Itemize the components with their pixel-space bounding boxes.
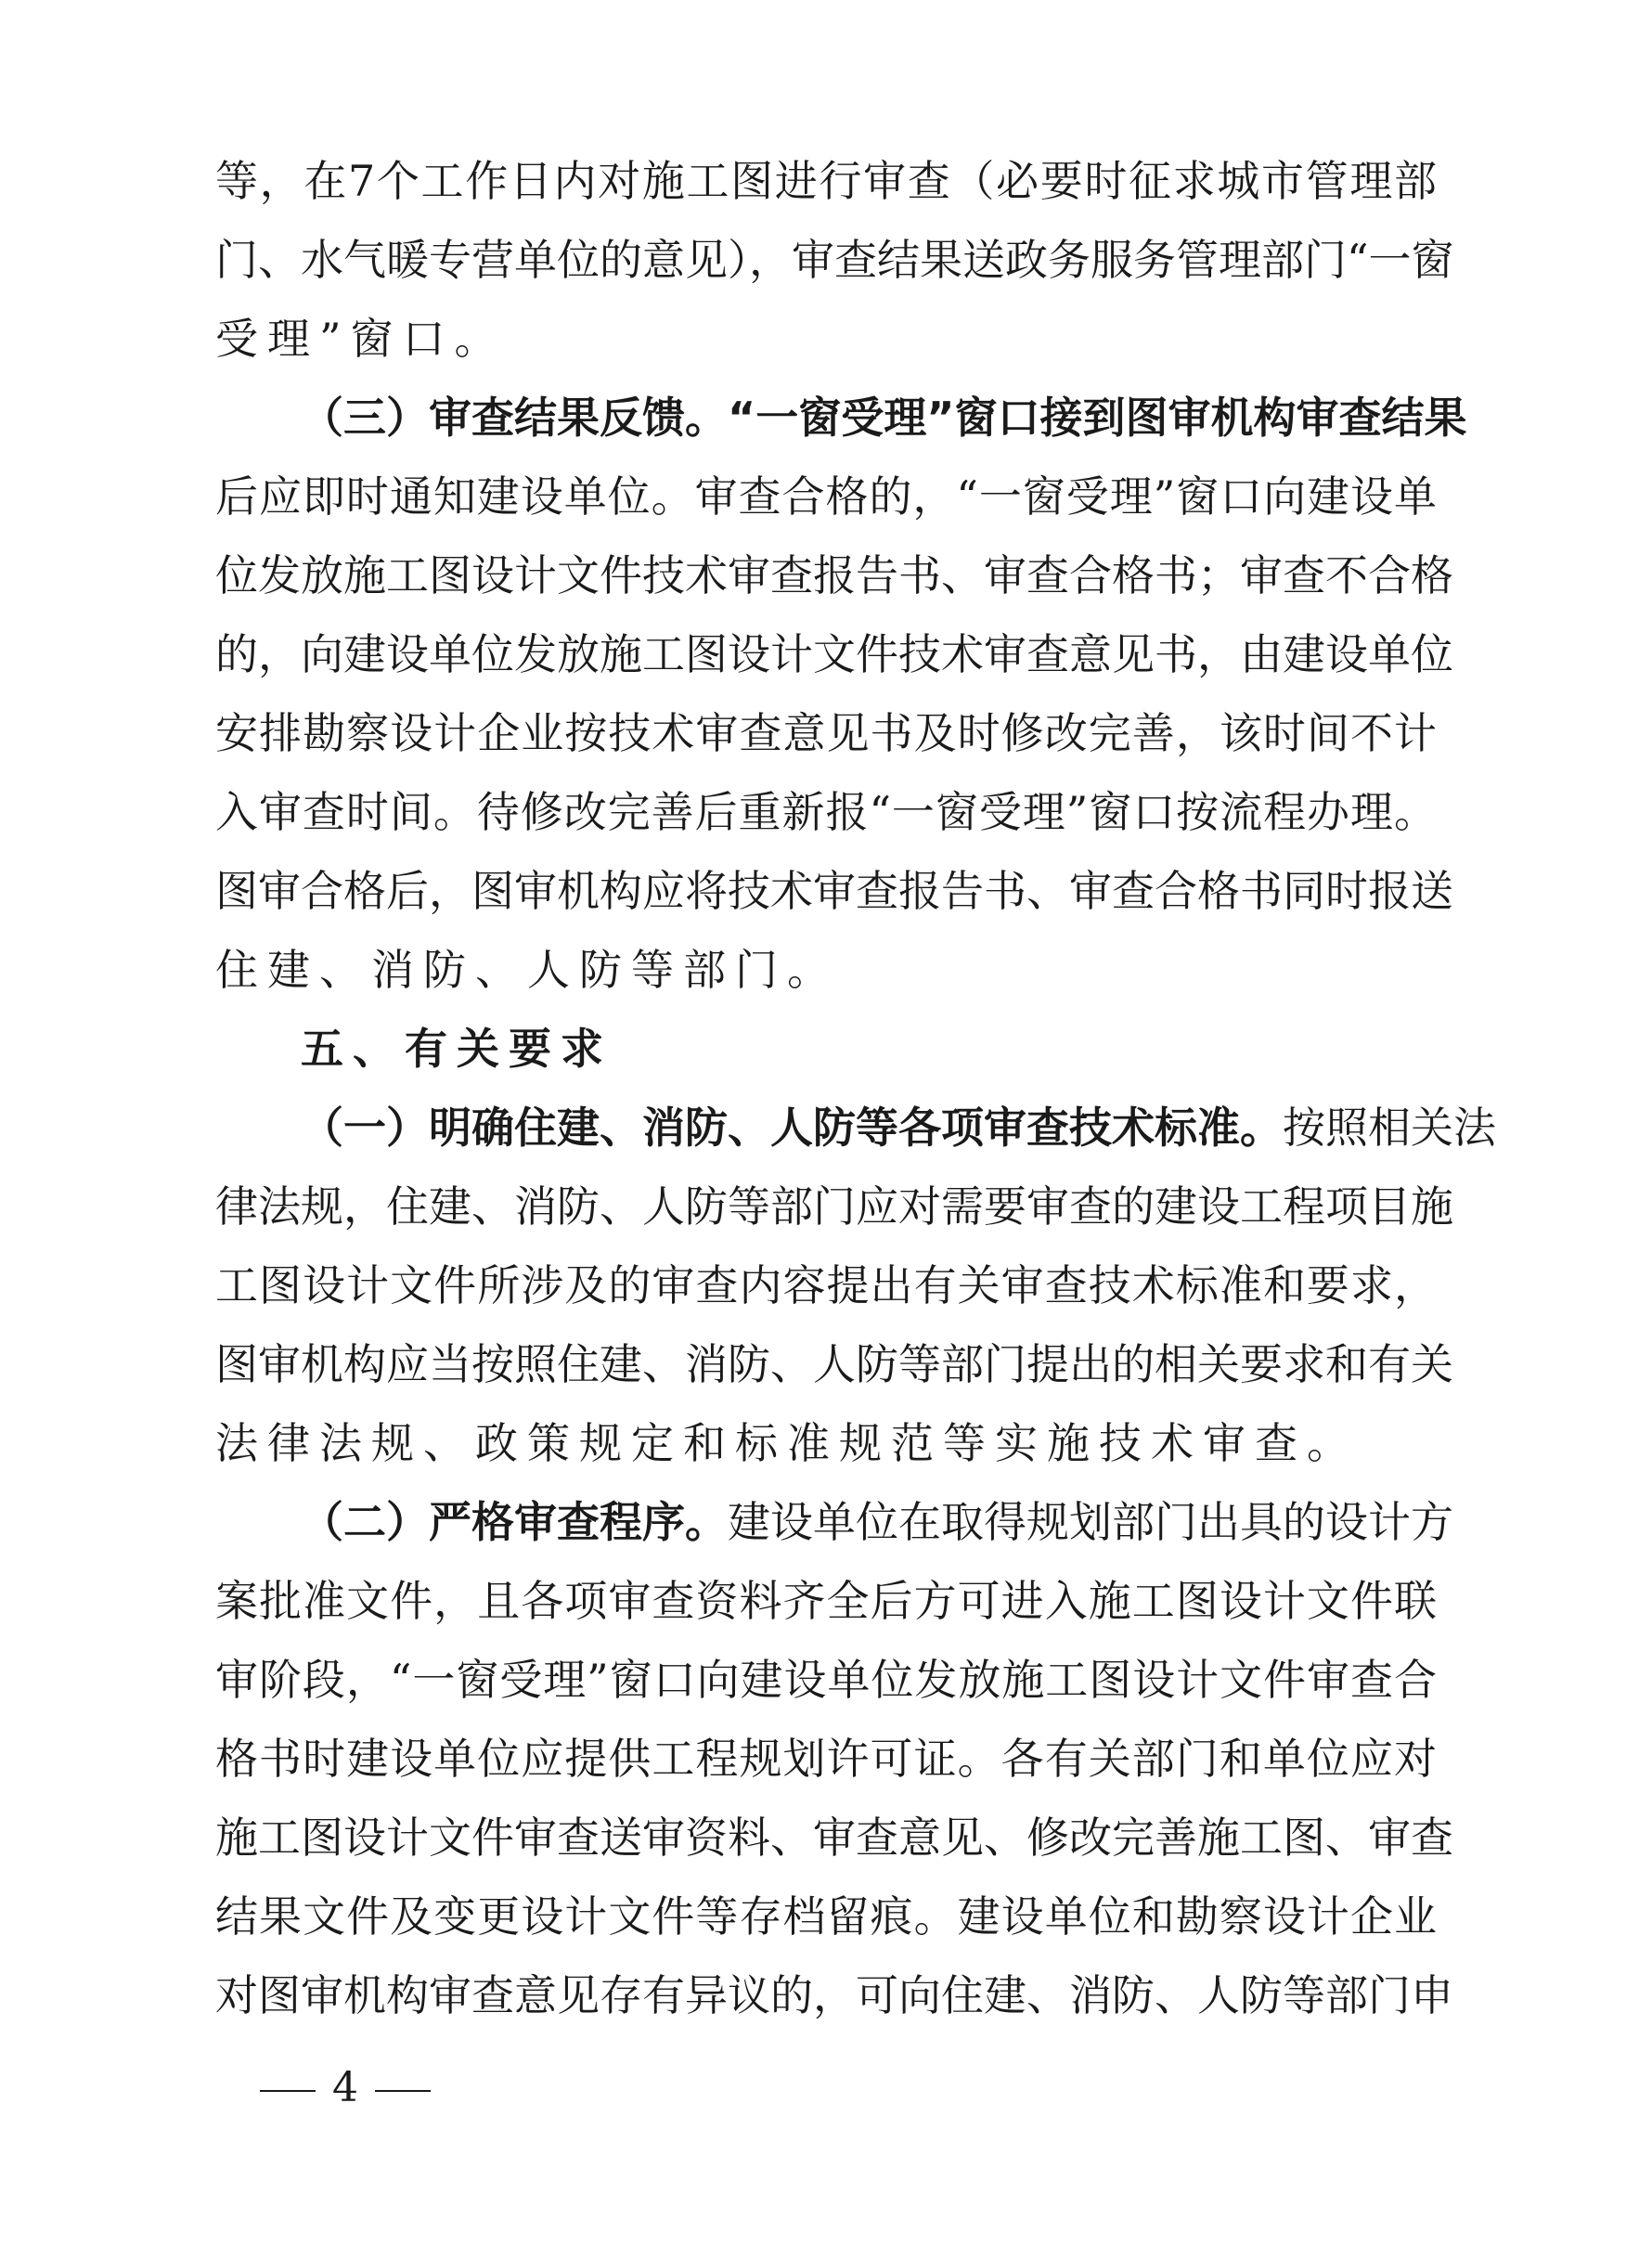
text-line: 图审合格后，图审机构应将技术审查报告书、审查合格书同时报送 bbox=[215, 866, 1453, 916]
text-line: 入审查时间。待修改完善后重新报“一窗受理”窗口按流程办理。 bbox=[215, 787, 1437, 837]
text-line: 结果文件及变更设计文件等存档留痕。建设单位和勘察设计企业 bbox=[215, 1891, 1437, 1942]
paragraph-text: 按照相关法 bbox=[1283, 1103, 1496, 1153]
text-line: 案批准文件，且各项审查资料齐全后方可进入施工图设计文件联 bbox=[215, 1576, 1437, 1626]
paragraph-first-line bbox=[301, 1095, 1496, 1160]
text-line: 的，向建设单位发放施工图设计文件技术审查意见书，由建设单位 bbox=[215, 629, 1453, 679]
text-line: 等，在7个工作日内对施工图进行审查（必要时征求城市管理部 bbox=[215, 156, 1437, 206]
subsection-heading: 明确住建、消防、人防等各项审查技术标准。 bbox=[429, 1103, 1283, 1153]
text-line: 律法规，住建、消防、人防等部门应对需要审查的建设工程项目施 bbox=[215, 1181, 1453, 1232]
page-number: 4 bbox=[332, 2064, 358, 2111]
dash-right bbox=[375, 2090, 431, 2092]
text-line: 工图设计文件所涉及的审查内容提出有关审查技术标准和要求， bbox=[215, 1260, 1437, 1310]
section-marker: （一） bbox=[301, 1103, 429, 1153]
paragraph-text: 建设单位在取得规划部门出具的设计方 bbox=[728, 1497, 1453, 1547]
text-line: 审阶段，“一窗受理”窗口向建设单位发放施工图设计文件审查合 bbox=[215, 1655, 1437, 1705]
section-heading: 审查结果反馈。“一窗受理”窗口接到图审机构审查结果 bbox=[429, 393, 1467, 443]
text-line: 对图审机构审查意见存有异议的，可向住建、消防、人防等部门申 bbox=[215, 1970, 1453, 2020]
dash-left bbox=[260, 2090, 316, 2092]
text-line: 后应即时通知建设单位。审查合格的，“一窗受理”窗口向建设单 bbox=[215, 471, 1437, 522]
text-line: 受理”窗口。 bbox=[215, 314, 507, 364]
text-line: 位发放施工图设计文件技术审查报告书、审查合格书；审查不合格 bbox=[215, 550, 1453, 600]
text-line: 法律法规、政策规定和标准规范等实施技术审查。 bbox=[215, 1418, 1359, 1468]
text-line: 格书时建设单位应提供工程规划许可证。各有关部门和单位应对 bbox=[215, 1734, 1437, 1784]
text-line: 门、水气暖专营单位的意见），审查结果送政务服务管理部门“一窗 bbox=[215, 235, 1454, 285]
text-line: 住建、消防、人防等部门。 bbox=[215, 945, 839, 995]
subsection-heading: 严格审查程序。 bbox=[429, 1497, 728, 1547]
page-number-footer bbox=[243, 2060, 447, 2116]
text-line: 安排勘察设计企业按技术审查意见书及时修改完善，该时间不计 bbox=[215, 708, 1437, 758]
section-marker: （三） bbox=[301, 393, 429, 443]
section-marker: （二） bbox=[301, 1497, 429, 1547]
paragraph-first-line bbox=[301, 1490, 1453, 1555]
text-line: 施工图设计文件审查送审资料、审查意见、修改完善施工图、审查 bbox=[215, 1813, 1453, 1863]
paragraph-first-line bbox=[301, 385, 1467, 450]
text-line: 图审机构应当按照住建、消防、人防等部门提出的相关要求和有关 bbox=[215, 1339, 1453, 1389]
section-heading: 五、有关要求 bbox=[301, 1024, 613, 1074]
